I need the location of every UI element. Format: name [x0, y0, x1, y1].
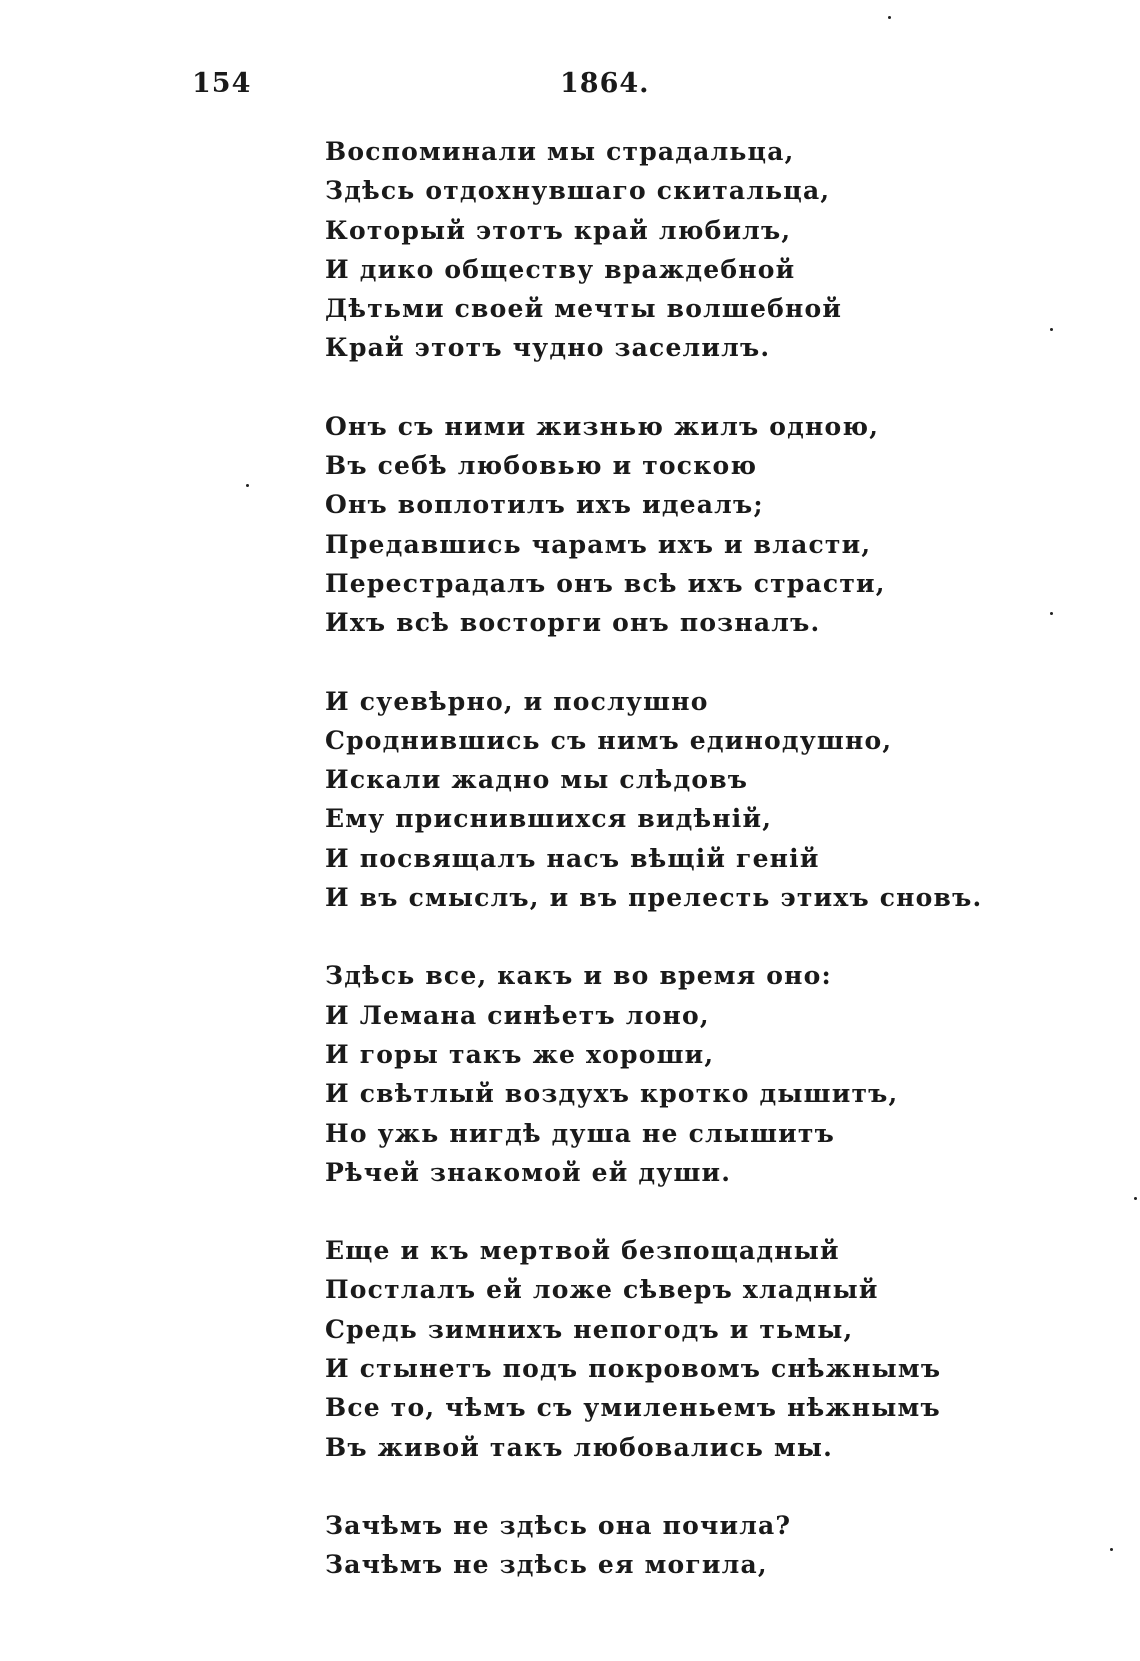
- poem-line: Все то, чѣмъ съ умиленьемъ нѣжнымъ: [325, 1393, 941, 1423]
- poem-line: И Лемана синѣетъ лоно,: [325, 1000, 710, 1030]
- poem-line: Ему приснившихся видѣній,: [325, 804, 773, 834]
- stanza: [325, 1506, 1105, 1585]
- stanza: [325, 1231, 1105, 1467]
- page-number: 154: [192, 68, 252, 99]
- poem-line: Здѣсь все, какъ и во время оно:: [325, 961, 832, 991]
- print-speck: [1110, 1548, 1113, 1551]
- poem-line: Рѣчей знакомой ей души.: [325, 1157, 732, 1187]
- poem-line: Ихъ всѣ восторги онъ позналъ.: [325, 608, 821, 638]
- print-speck: [1050, 612, 1053, 615]
- poem-line: Еще и къ мертвой безпощадный: [325, 1236, 840, 1266]
- poem-line: И стынетъ подъ покровомъ снѣжнымъ: [325, 1354, 942, 1384]
- stanza: [325, 682, 1105, 918]
- poem-line: И въ смыслъ, и въ прелесть этихъ сновъ.: [325, 883, 983, 913]
- poem-line: Который этотъ край любилъ,: [325, 215, 792, 245]
- poem-body: [325, 132, 1105, 1624]
- print-speck: [1050, 328, 1053, 331]
- poem-line: И посвящалъ насъ вѣщій геній: [325, 843, 820, 873]
- poem-line: Дѣтьми своей мечты волшебной: [325, 294, 843, 324]
- poem-line: Край этотъ чудно заселилъ.: [325, 333, 771, 363]
- poem-line: И дико обществу враждебной: [325, 254, 796, 284]
- poem-line: Зачѣмъ не здѣсь она почила?: [325, 1510, 792, 1540]
- poem-line: Онъ воплотилъ ихъ идеалъ;: [325, 490, 764, 520]
- poem-line: И свѣтлый воздухъ кротко дышитъ,: [325, 1079, 899, 1109]
- poem-line: И горы такъ же хороши,: [325, 1039, 715, 1069]
- poem-line: Перестрадалъ онъ всѣ ихъ страсти,: [325, 568, 886, 598]
- poem-line: Средь зимнихъ непогодъ и тьмы,: [325, 1314, 854, 1344]
- print-speck: [246, 484, 249, 487]
- poem-line: Воспоминали мы страдальца,: [325, 137, 795, 166]
- page-year-header: 1864.: [560, 68, 650, 99]
- poem-line: Постлалъ ей ложе сѣверъ хладный: [325, 1275, 879, 1305]
- poem-line: Въ себѣ любовью и тоскою: [325, 451, 758, 481]
- poem-line: Здѣсь отдохнувшаго скитальца,: [325, 176, 831, 206]
- stanza: [325, 407, 1105, 643]
- print-speck: [888, 16, 891, 19]
- poem-line: Предавшись чарамъ ихъ и власти,: [325, 529, 872, 559]
- poem-line: Искали жадно мы слѣдовъ: [325, 765, 749, 795]
- stanza: [325, 132, 1105, 368]
- poem-line: Зачѣмъ не здѣсь ея могила,: [325, 1550, 768, 1580]
- poem-line: И суевѣрно, и послушно: [325, 686, 709, 716]
- poem-line: Онъ съ ними жизнью жилъ одною,: [325, 411, 880, 441]
- stanza: [325, 956, 1105, 1192]
- poem-line: Въ живой такъ любовались мы.: [325, 1432, 834, 1462]
- poem-line: Но ужь нигдѣ душа не слышитъ: [325, 1118, 835, 1148]
- print-speck: [1134, 1197, 1137, 1200]
- poem-line: Сроднившись съ нимъ единодушно,: [325, 725, 893, 755]
